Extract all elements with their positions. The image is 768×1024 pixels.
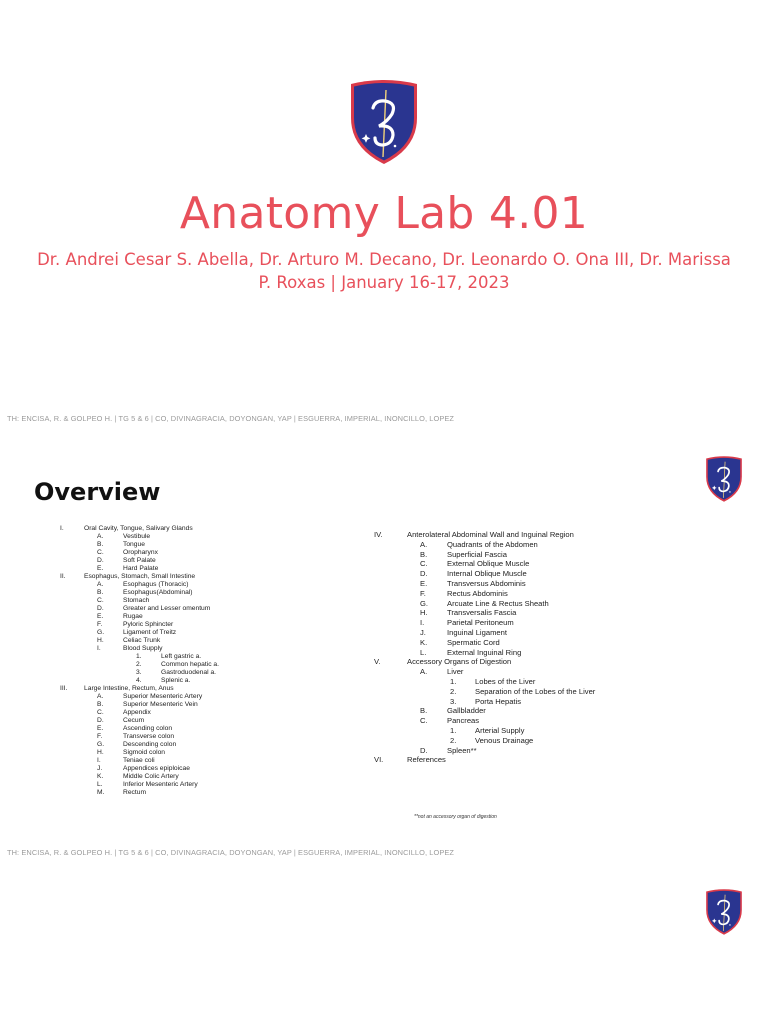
outline-item-text: Teniae coli [123, 757, 155, 764]
outline-item-text: Quadrants of the Abdomen [447, 539, 538, 549]
outline-item-text: Pancreas [447, 716, 480, 726]
outline-item-text: Arcuate Line & Rectus Sheath [447, 598, 549, 608]
outline-item [60, 677, 360, 685]
outline-item-text: Middle Colic Artery [123, 773, 179, 780]
outline-item-text: Hard Palate [123, 565, 159, 572]
outline-item-number: F. [420, 588, 426, 598]
outline-item [374, 677, 694, 687]
outline-item-text: External Oblique Muscle [447, 559, 530, 569]
outline-item [60, 541, 360, 549]
outline-item-text: Transverse colon [123, 733, 175, 740]
outline-item [60, 629, 360, 637]
outline-item [374, 608, 694, 618]
outline-item-text: Internal Oblique Muscle [447, 569, 527, 579]
outline-item [374, 540, 694, 550]
outline-item-text: Ascending colon [123, 725, 173, 732]
outline-item-number: D. [420, 745, 428, 755]
outline-item-number: E. [97, 613, 104, 620]
outline-item [60, 573, 360, 581]
outline-item-text: Esophagus, Stomach, Small Intestine [84, 573, 196, 580]
outline-item-number: 1. [136, 653, 142, 660]
outline-item-number: G. [420, 598, 429, 608]
outline-item-text: Tongue [123, 541, 145, 548]
outline-item-number: F. [97, 621, 103, 628]
outline-item [60, 565, 360, 573]
outline-item-text: Left gastric a. [161, 653, 202, 660]
outline-item-text: Cecum [123, 717, 145, 724]
outline-item-text: External Inguinal Ring [447, 647, 522, 657]
outline-item [60, 613, 360, 621]
outline-item-number: G. [97, 629, 105, 636]
outline-item [60, 533, 360, 541]
outline-item-number: D. [97, 717, 104, 724]
outline-item-text: Transversus Abdominis [447, 578, 526, 588]
outline-item-text: Superior Mesenteric Vein [123, 701, 198, 708]
outline-item-text: Inguinal Ligament [447, 627, 507, 637]
outline-item [374, 716, 694, 726]
outline-item [374, 599, 694, 609]
outline-item-number: 2. [450, 735, 457, 745]
outline-item-text: Gastroduodenal a. [161, 669, 217, 676]
outline-item-number: K. [420, 637, 428, 647]
outline-item-text: Rectus Abdominis [447, 588, 508, 598]
outline-item [374, 618, 694, 628]
outline-item-text: Spermatic Cord [447, 637, 500, 647]
outline-item-number: B. [97, 589, 104, 596]
outline-item [374, 648, 694, 658]
outline-item [374, 579, 694, 589]
outline-item-text: Celiac Trunk [123, 637, 161, 644]
outline-item [374, 706, 694, 716]
outline-item-number: 3. [136, 669, 142, 676]
outline-item-text: Splenic a. [161, 677, 191, 684]
outline-item [60, 701, 360, 709]
outline-item-number: D. [420, 569, 428, 579]
outline-item [60, 597, 360, 605]
outline-item-text: Accessory Organs of Digestion [407, 657, 512, 667]
outline-item-text: Parietal Peritoneum [447, 618, 514, 628]
outline-item-text: Pyloric Sphincter [123, 621, 174, 628]
outline-item-number: E. [97, 565, 104, 572]
outline-item [60, 589, 360, 597]
outline-item-text: Esophagus (Thoracic) [123, 581, 189, 588]
outline-item [374, 589, 694, 599]
outline-item-number: 3. [450, 696, 457, 706]
outline-item-number: A. [97, 533, 104, 540]
outline-item [60, 717, 360, 725]
outline-left-column [60, 525, 360, 797]
outline-item-number: C. [97, 597, 104, 604]
shield-logo-icon [704, 888, 744, 936]
outline-item-text: Common hepatic a. [161, 661, 219, 668]
outline-item [374, 569, 694, 579]
outline-item [60, 773, 360, 781]
outline-item-number: A. [97, 693, 104, 700]
outline-item-number: 4. [136, 677, 142, 684]
outline-item [374, 530, 694, 540]
outline-item [374, 697, 694, 707]
shield-logo-icon [347, 78, 421, 166]
outline-item-text: Lobes of the Liver [475, 676, 536, 686]
outline-item [60, 581, 360, 589]
outline-item [60, 621, 360, 629]
outline-item-text: Appendices epiploicae [123, 765, 190, 772]
outline-item [60, 685, 360, 693]
outline-item-number: A. [420, 667, 428, 677]
outline-item [60, 653, 360, 661]
outline-item-text: Transversalis Fascia [447, 608, 517, 618]
outline-item-number: I. [60, 525, 64, 532]
outline-item [374, 550, 694, 560]
outline-item [374, 726, 694, 736]
outline-item-number: C. [97, 549, 104, 556]
outline-item [60, 781, 360, 789]
outline-item [60, 741, 360, 749]
outline-item [60, 725, 360, 733]
outline-item [60, 645, 360, 653]
outline-item-text: Superficial Fascia [447, 549, 507, 559]
outline-item-text: References [407, 755, 446, 765]
outline-item-number: A. [97, 581, 104, 588]
outline-item [60, 693, 360, 701]
outline-item-number: H. [97, 749, 104, 756]
outline-item-text: Blood Supply [123, 645, 163, 652]
document-title: Anatomy Lab 4.01 [179, 188, 589, 239]
outline-item-text: Inferior Mesenteric Artery [123, 781, 198, 788]
outline-item-text: Gallbladder [447, 706, 486, 716]
outline-item-number: G. [97, 741, 105, 748]
outline-item [60, 525, 360, 533]
outline-item-number: H. [97, 637, 104, 644]
outline-item-text: Arterial Supply [475, 725, 525, 735]
outline-item [374, 736, 694, 746]
outline-item [60, 669, 360, 677]
outline-item-number: B. [420, 549, 428, 559]
page-footer-1: TH: ENCISA, R. & GOLPEO H. | TG 5 & 6 | CO, DIVINAGRACIA, DOYONGAN, YAP | ESGUERRA, IMPERIAL, INONCILLO, LOPEZ [7, 414, 455, 423]
outline-item-text: Rugae [123, 613, 143, 620]
outline-item [374, 667, 694, 677]
outline-item-number: H. [420, 608, 428, 618]
outline-item-number: II. [60, 573, 66, 580]
outline-item-text: Separation of the Lobes of the Liver [475, 686, 596, 696]
outline-item-number: A. [420, 539, 428, 549]
outline-item-text: Superior Mesenteric Artery [123, 693, 203, 700]
outline-item-text: Greater and Lesser omentum [123, 605, 211, 612]
outline-item-text: Ligament of Treitz [123, 629, 177, 636]
outline-item-number: C. [97, 709, 104, 716]
outline-item-number: J. [97, 765, 103, 772]
outline-item [374, 628, 694, 638]
outline-item-text: Spleen** [447, 745, 477, 755]
outline-item [60, 789, 360, 797]
outline-item-number: B. [97, 701, 104, 708]
outline-item-text: Appendix [123, 709, 151, 716]
outline-item [60, 605, 360, 613]
outline-item-number: I. [97, 757, 101, 764]
outline-item-number: M. [97, 789, 105, 796]
outline-item-text: Anterolateral Abdominal Wall and Inguinal Region [407, 530, 574, 539]
outline-item-text: Liver [447, 667, 464, 677]
outline-item [374, 638, 694, 648]
outline-item [374, 657, 694, 667]
outline-item-number: K. [97, 773, 104, 780]
overview-heading: Overview [34, 478, 161, 506]
outline-item-text: Stomach [123, 597, 150, 604]
outline-item-number: C. [420, 716, 428, 726]
outline-item [60, 757, 360, 765]
outline-item-number: 2. [450, 686, 457, 696]
outline-item-text: Vestibule [123, 533, 151, 540]
outline-item-number: D. [97, 605, 104, 612]
page-footer-2: TH: ENCISA, R. & GOLPEO H. | TG 5 & 6 | CO, DIVINAGRACIA, DOYONGAN, YAP | ESGUERRA, IMPERIAL, INONCILLO, LOPEZ [7, 848, 455, 857]
outline-item-number: 1. [450, 725, 457, 735]
outline-item-number: V. [374, 657, 381, 667]
outline-item [60, 557, 360, 565]
outline-item-number: L. [97, 781, 103, 788]
outline-item [374, 559, 694, 569]
outline-item-number: 1. [450, 676, 457, 686]
outline-item-text: Oropharynx [123, 549, 158, 556]
outline-item-number: III. [60, 685, 68, 692]
authors-and-date: Dr. Andrei Cesar S. Abella, Dr. Arturo M. Decano, Dr. Leonardo O. Ona III, Dr. Marissa P. Roxas | January 16-17, 2023 [37, 250, 731, 292]
outline-item-text: Oral Cavity, Tongue, Salivary Glands [84, 525, 193, 532]
outline-item [60, 661, 360, 669]
outline-item-text: Soft Palate [123, 557, 156, 564]
outline-item [60, 749, 360, 757]
outline-item [60, 733, 360, 741]
outline-item [60, 765, 360, 773]
outline-item-number: B. [97, 541, 104, 548]
outline-item-number: F. [97, 733, 103, 740]
outline-item-number: I. [420, 618, 425, 628]
outline-item [60, 637, 360, 645]
outline-item-text: Large Intestine, Rectum, Anus [84, 685, 174, 692]
outline-item-text: Esophagus(Abdominal) [123, 589, 193, 596]
outline-item-text: Sigmoid colon [123, 749, 166, 756]
outline-item-number: 2. [136, 661, 142, 668]
outline-item-number: E. [420, 578, 428, 588]
outline-item [374, 687, 694, 697]
outline-item [374, 755, 694, 765]
outline-item [374, 746, 694, 756]
outline-item-text: Descending colon [123, 741, 177, 748]
outline-item-text: Venous Drainage [475, 735, 534, 745]
footnote: **not an accessory organ of digestion [414, 814, 497, 820]
outline-item-text: Rectum [123, 789, 147, 796]
outline-item [60, 549, 360, 557]
outline-item-number: IV. [374, 530, 383, 539]
outline-item-number: B. [420, 706, 428, 716]
outline-item-number: D. [97, 557, 104, 564]
outline-right-column [374, 530, 694, 765]
outline-item-number: E. [97, 725, 104, 732]
outline-item-number: I. [97, 645, 101, 652]
outline-item-number: VI. [374, 755, 384, 765]
outline-item-number: L. [420, 647, 427, 657]
shield-logo-icon [704, 455, 744, 503]
outline-item-number: C. [420, 559, 428, 569]
outline-item [60, 709, 360, 717]
outline-item-text: Porta Hepatis [475, 696, 522, 706]
outline-item-number: J. [420, 627, 426, 637]
